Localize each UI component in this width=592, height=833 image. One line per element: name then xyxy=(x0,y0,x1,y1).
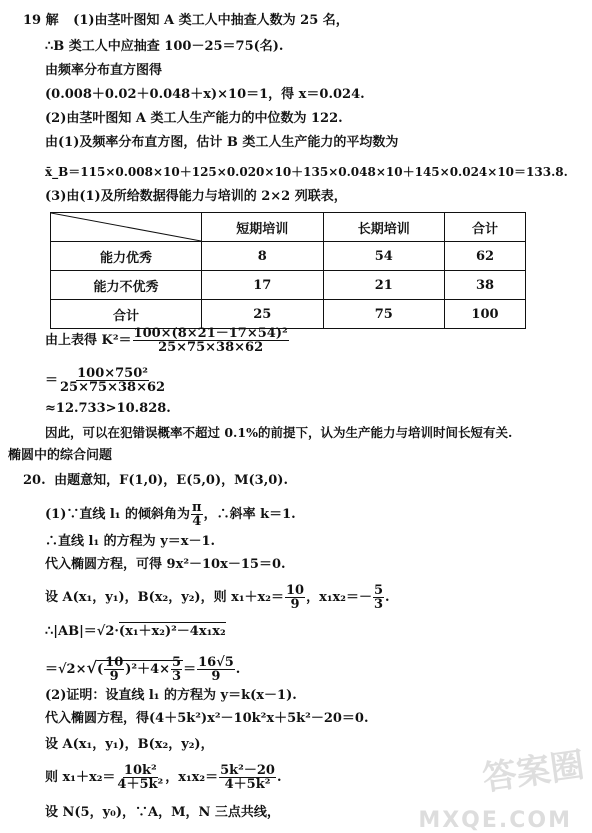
q19-conclusion: 因此，可以在犯错误概率不超过 0.1%的前提下，认为生产能力与培训时间长短有关. xyxy=(45,425,513,440)
q19-line6: 由(1)及频率分布直方图，估计 B 类工人生产能力的平均数为 xyxy=(45,135,399,150)
diagonal-line-icon xyxy=(51,213,201,241)
q19-line8: (3)由(1)及所给数据得能力与培训的 2×2 列联表， xyxy=(45,189,347,204)
k-denominator: 25×75×38×62 xyxy=(158,340,264,355)
q19-text: (1)由茎叶图知 A 类工人中抽查人数为 25 名， xyxy=(73,13,349,28)
q20-line6 xyxy=(45,624,226,640)
watermark-url: MXQE.COM xyxy=(418,808,572,833)
table-cell: 100 xyxy=(445,300,526,329)
q19-line3: 由频率分布直方图得 xyxy=(45,63,163,78)
l7-frac2-num: 5 xyxy=(172,655,182,670)
q20-l6-radicand: (x₁＋x₂)²－4x₁x₂ xyxy=(118,624,226,639)
q20-l5-mid: ，x₁x₂＝－ xyxy=(306,590,372,605)
q20-line8: (2)证明：设直线 l₁ 的方程为 y＝k(x－1). xyxy=(45,688,297,703)
table-row xyxy=(51,242,526,271)
section-heading: 椭圆中的综合问题 xyxy=(8,448,113,463)
l7-frac3 xyxy=(197,656,235,683)
sum-denominator: 9 xyxy=(290,597,300,612)
k-approx: ≈12.733>10.828. xyxy=(45,401,171,416)
q20-l7-pre: ＝√2× xyxy=(45,662,87,677)
q20-line3: ∴直线 l₁ 的方程为 y＝x－1. xyxy=(45,534,216,549)
table-cell: 25 xyxy=(202,300,324,329)
table-header-cell: 合计 xyxy=(445,213,526,242)
table-cell: 54 xyxy=(323,242,445,271)
k2-denominator: 25×75×38×62 xyxy=(60,380,166,395)
l11-frac2 xyxy=(219,764,276,791)
table-row xyxy=(51,271,526,300)
l7-frac2-den: 3 xyxy=(172,669,182,684)
table-cell: 62 xyxy=(445,242,526,271)
k-fraction xyxy=(133,327,289,354)
q20-line1 xyxy=(23,473,288,489)
q20-l11-mid: ，x₁x₂＝ xyxy=(165,770,219,785)
q19-jie: 解 xyxy=(45,13,59,28)
table-cell: 能力不优秀 xyxy=(51,271,202,300)
l11-frac1-num: 10k² xyxy=(123,763,157,778)
table-header-cell: 短期培训 xyxy=(202,213,324,242)
q20-line7 xyxy=(45,656,240,683)
q20-text: 由题意知，F(1,0)，E(5,0)，M(3,0). xyxy=(54,473,288,488)
q20-l6-pre: ∴|AB|＝√2· xyxy=(45,624,119,639)
product-numerator: 5 xyxy=(374,583,384,598)
q20-line2 xyxy=(45,501,296,528)
table-cell: 能力优秀 xyxy=(51,242,202,271)
product-denominator: 3 xyxy=(374,597,384,612)
angle-denominator: 4 xyxy=(192,514,202,529)
table-cell: 8 xyxy=(202,242,324,271)
l7-frac3-den: 9 xyxy=(211,669,221,684)
table-row xyxy=(51,300,526,329)
q19-line4: (0.008＋0.02＋0.048＋x)×10＝1，得 x＝0.024. xyxy=(45,87,365,102)
q20-line4: 代入椭圆方程，可得 9x²－10x－15＝0. xyxy=(45,557,286,572)
k-squared-step2 xyxy=(45,367,167,394)
contingency-table xyxy=(50,212,526,329)
q20-line12: 设 N(5，y₀)，∵A，M，N 三点共线， xyxy=(45,805,280,820)
l7-frac1-den: 9 xyxy=(109,669,119,684)
table-cell: 38 xyxy=(445,271,526,300)
l7-frac1-num: 10 xyxy=(105,655,124,670)
q19-line7: x̄_B＝115×0.008×10＋125×0.020×10＋135×0.048×10＋145×0.024×10＝133.8. xyxy=(45,165,568,179)
l7-frac2 xyxy=(171,656,182,683)
watermark-logo: 答案圈 xyxy=(480,745,587,799)
l7-middle: )²＋4× xyxy=(125,662,171,677)
k-numerator: 100×(8×21－17×54)² xyxy=(133,326,288,341)
q20-l11-post: . xyxy=(276,770,282,785)
angle-numerator: π xyxy=(192,500,202,515)
q19-number: 19 xyxy=(23,13,42,28)
q20-l5-post: . xyxy=(385,590,390,605)
q20-number: 20. xyxy=(23,473,46,488)
table-corner-cell xyxy=(51,213,202,242)
l11-frac1 xyxy=(116,764,164,791)
table-cell: 合计 xyxy=(51,300,202,329)
q20-l2-post: ，∴斜率 k＝1. xyxy=(203,507,296,522)
k-squared-formula xyxy=(45,327,290,354)
q20-line11 xyxy=(45,764,281,791)
l11-frac1-den: 4＋5k² xyxy=(117,777,164,792)
table-cell: 17 xyxy=(202,271,324,300)
l11-frac2-num: 5k²－20 xyxy=(220,763,275,778)
q20-line9: 代入椭圆方程，得(4＋5k²)x²－10k²x＋5k²－20＝0. xyxy=(45,711,369,726)
k-prefix: 由上表得 K²＝ xyxy=(45,333,132,348)
sum-numerator: 10 xyxy=(286,583,305,598)
q20-l11-pre: 则 x₁＋x₂＝ xyxy=(45,770,116,785)
product-fraction xyxy=(373,584,384,611)
sum-fraction xyxy=(285,584,305,611)
l7-frac3-num: 16√5 xyxy=(198,655,234,670)
l7-frac1 xyxy=(104,656,124,683)
table-cell: 75 xyxy=(323,300,445,329)
table-header-row xyxy=(51,213,526,242)
q20-line10: 设 A(x₁，y₁)，B(x₂，y₂)， xyxy=(45,737,214,752)
k2-fraction xyxy=(59,367,166,394)
q20-l7-radicand xyxy=(97,655,183,684)
q19-line1 xyxy=(23,13,349,29)
l7-equals: ＝ xyxy=(183,662,197,677)
q20-line5 xyxy=(45,584,390,611)
q19-line5: (2)由茎叶图知 A 类工人生产能力的中位数为 122. xyxy=(45,111,343,126)
k2-numerator: 100×750² xyxy=(77,366,148,381)
q20-l2-pre: (1)∵直线 l₁ 的倾斜角为 xyxy=(45,507,191,522)
angle-fraction xyxy=(191,501,203,528)
q20-l5-pre: 设 A(x₁，y₁)，B(x₂，y₂)，则 x₁＋x₂＝ xyxy=(45,590,285,605)
l7-post: . xyxy=(235,662,241,677)
radical-sign-icon: √ xyxy=(86,658,97,677)
table-cell: 21 xyxy=(323,271,445,300)
q19-line2: ∴B 类工人中应抽查 100－25＝75(名). xyxy=(45,39,284,54)
paren-open: ( xyxy=(97,662,104,677)
table-header-cell: 长期培训 xyxy=(323,213,445,242)
k2-prefix: ＝ xyxy=(45,373,59,388)
l11-frac2-den: 4＋5k² xyxy=(224,777,271,792)
